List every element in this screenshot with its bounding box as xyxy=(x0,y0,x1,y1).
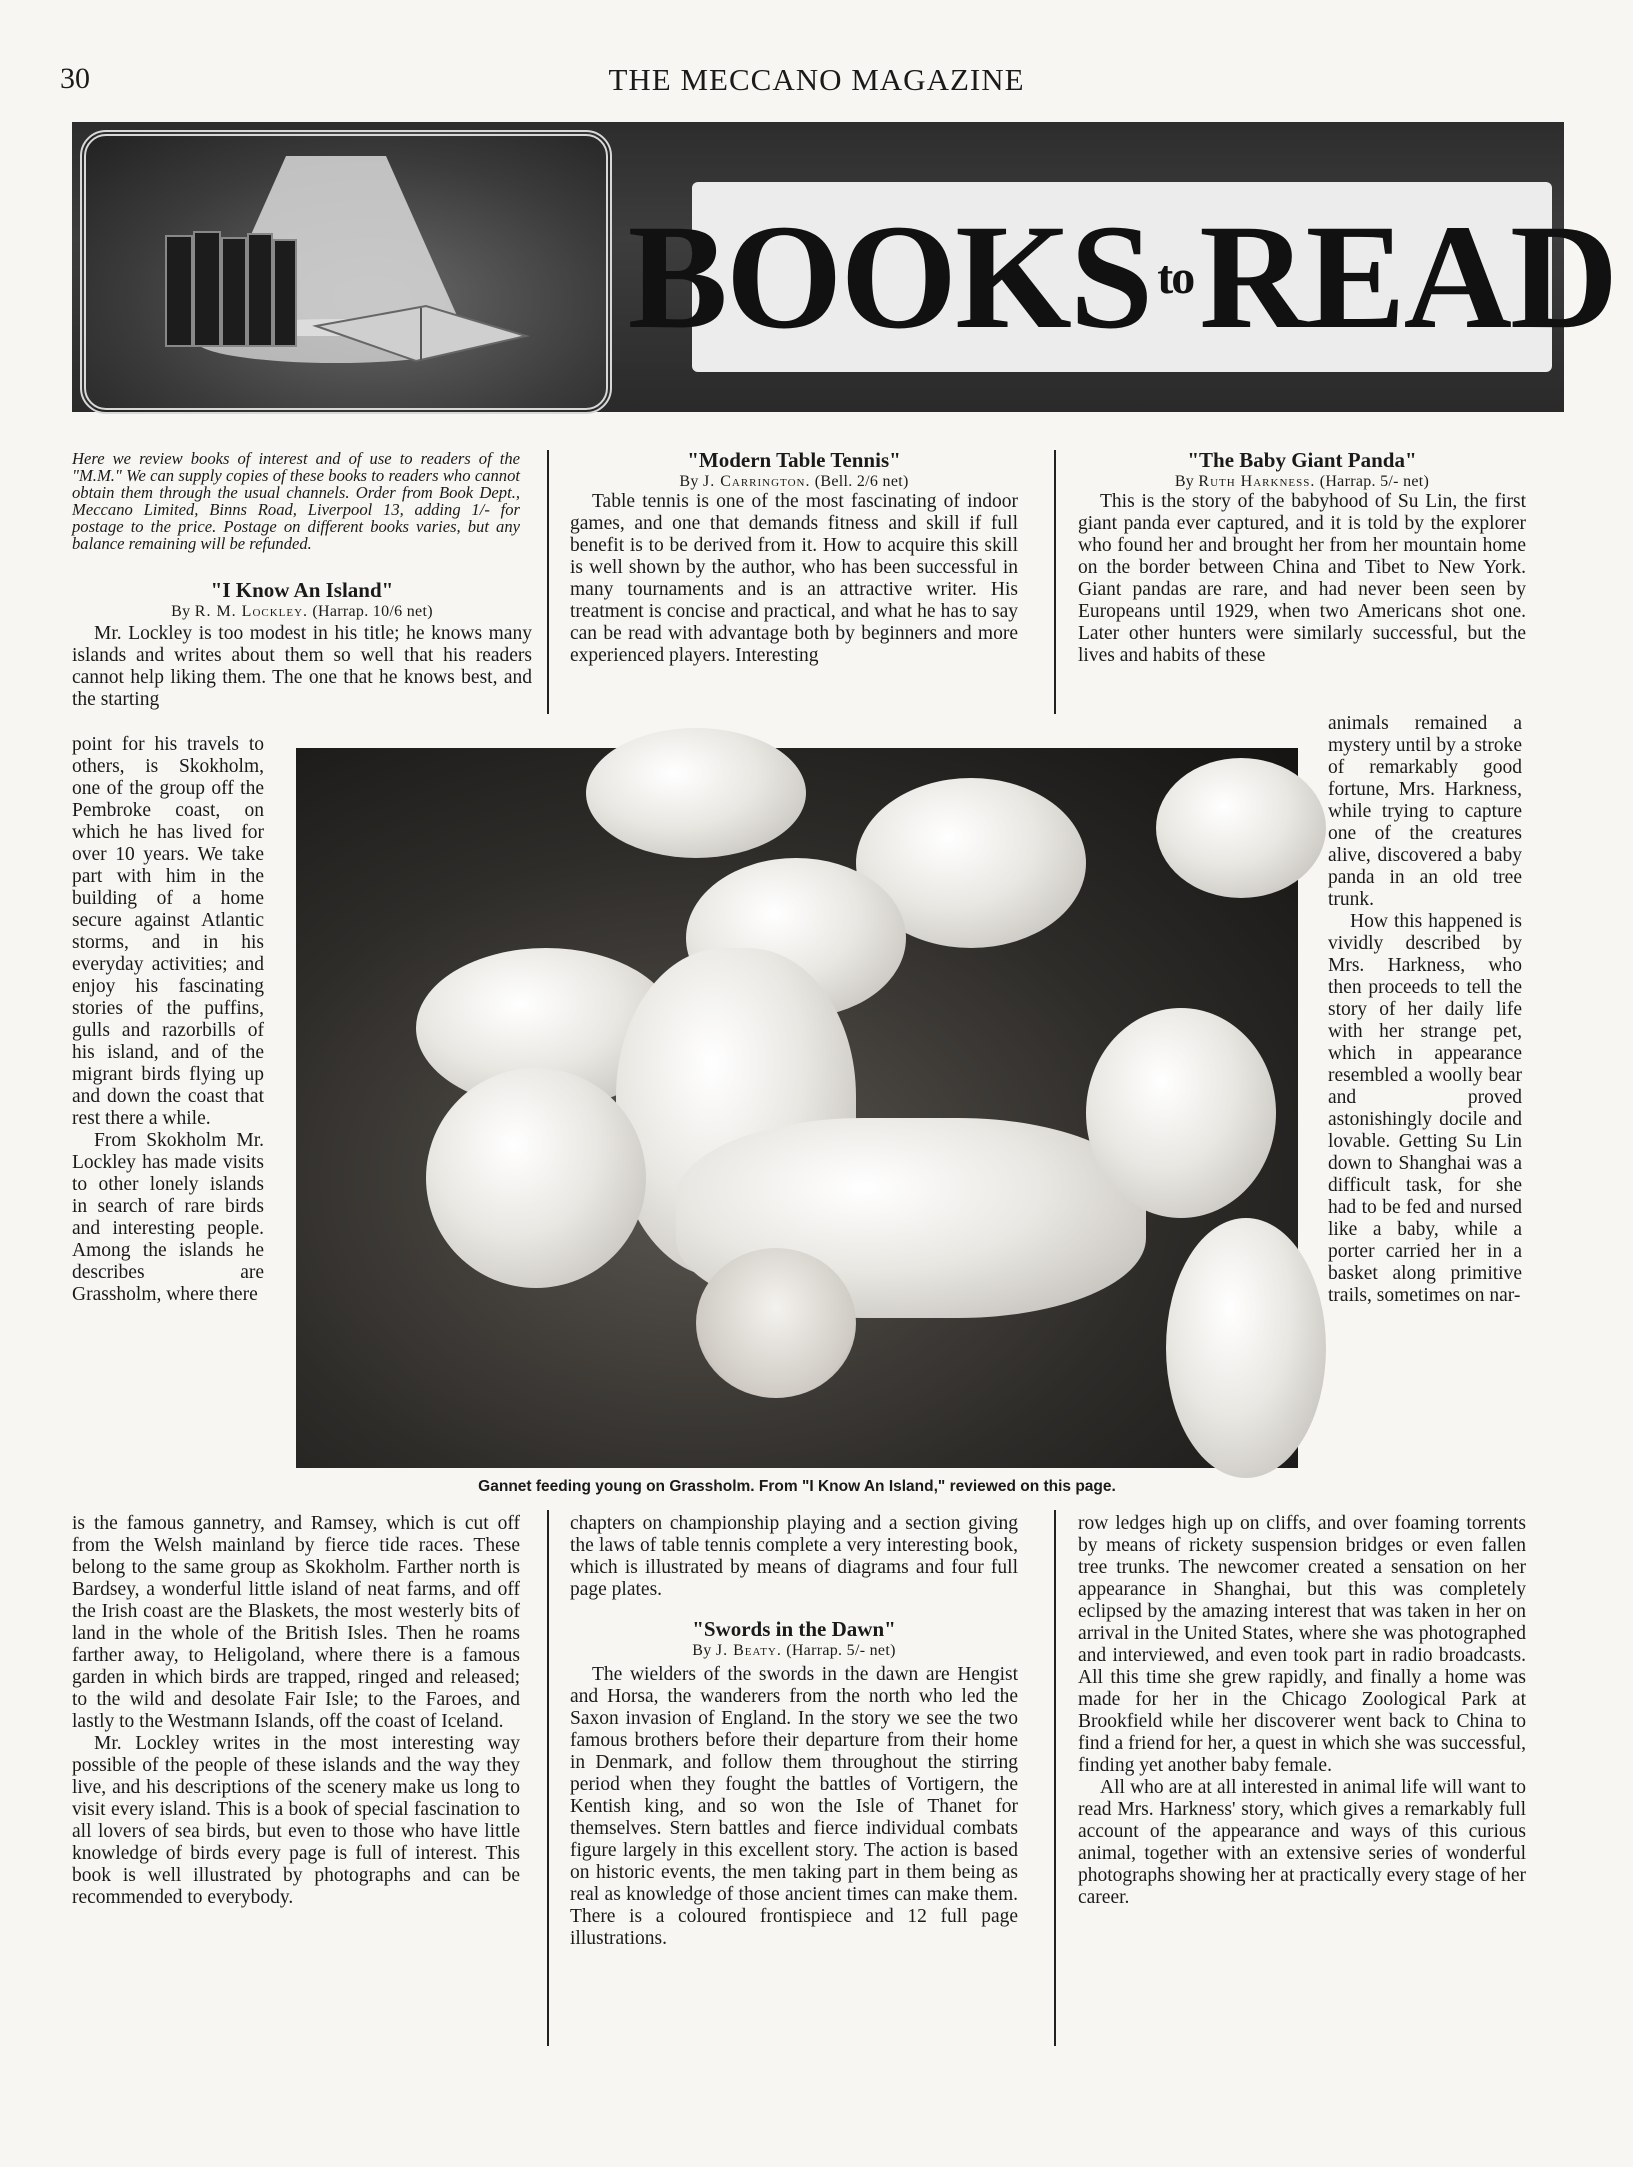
review-baby-giant-panda xyxy=(1078,448,1526,667)
review-paragraph: Mr. Lockley writes in the most interesting way possible of the people of these islands and the way they live, and his descriptions of the scenery make us long to visit every island. This is a book of special fascination to all lovers of sea birds, but even to those who have little knowledge of birds every page is full of interest. This book is well illustrated by photographs and can be recommended to everybody. xyxy=(72,1733,520,1908)
books-lamp-illustration xyxy=(86,136,594,396)
review-paragraph: animals remained a mystery until by a stroke of remarkably good fortune, Mrs. Harkness, while trying to capture one of the creatures alive, discovered a baby panda in an old tree trunk. xyxy=(1328,713,1522,910)
page-number: 30 xyxy=(60,62,90,95)
review-modern-table-tennis xyxy=(570,448,1018,667)
review-paragraph: Mr. Lockley is too modest in his title; he knows many islands and writes about them so well that his readers cannot help liking them. The one that he knows best, and the starting xyxy=(72,623,532,710)
review-paragraph: From Skokholm Mr. Lockley has made visits to other lonely islands in search of rare birds and interesting people. Among the islands he describes are Grassholm, where there xyxy=(72,1130,264,1305)
books-to-read-title xyxy=(627,182,1617,372)
photo-caption: Gannet feeding young on Grassholm. From "I Know An Island," reviewed on this page. xyxy=(478,1478,1116,1495)
review-byline: By J. Beaty. (Harrap. 5/- net) xyxy=(692,1642,896,1659)
review-i-know-an-island xyxy=(72,578,532,711)
review-narrow-column xyxy=(72,734,264,1306)
section-banner xyxy=(72,122,1617,412)
review-paragraph: chapters on championship playing and a section giving the laws of table tennis complete a very interesting book, which is illustrated by means of diagrams and four full page plates. xyxy=(570,1513,1018,1600)
column-rule xyxy=(1054,1510,1056,2046)
review-byline: By Ruth Harkness. (Harrap. 5/- net) xyxy=(1174,473,1430,490)
review-paragraph: row ledges high up on cliffs, and over foaming torrents by means of rickety suspension bridges or even fallen tree trunks. The newcomer created a sensation on her appearance in Shanghai, but this was completely eclipsed by the amazing interest that was taken in her on arrival in the United States, where she was photographed and interviewed, and even took part in radio broadcasts. All this time she grew rapidly, and finally a home was made for her in the Chicago Zoological Park at Brookfield while her discoverer went back to China to find a friend for her, a quest in which she was successful, finding yet another baby female. xyxy=(1078,1513,1526,1776)
review-title: "The Baby Giant Panda" xyxy=(1187,448,1417,472)
title-books: BOOKS xyxy=(627,194,1152,360)
gannet-chick xyxy=(696,1248,856,1398)
review-narrow-column xyxy=(1328,713,1522,1307)
review-title: "Swords in the Dawn" xyxy=(692,1617,896,1641)
review-paragraph: Table tennis is one of the most fascinating of indoor games, and one that demands fitness and skill if full benefit is to be derived from it. How to acquire this skill is well shown by the author, who has been successful in many tournaments and is an attractive writer. His treatment is concise and practical, and what he has to say can be read with advantage both by beginners and more experienced players. Interesting xyxy=(570,491,1018,666)
review-byline: By R. M. Lockley. (Harrap. 10/6 net) xyxy=(171,603,433,620)
books-illustration xyxy=(80,130,612,414)
review-paragraph: The wielders of the swords in the dawn are Hengist and Horsa, the wanderers from the north who led the Saxon invasion of England. In the story we see the two famous brothers before their departure from their home in Denmark, and follow them throughout the stirring period when they fought the battles of Vortigern, the Kentish king, and so won the Isle of Thanet for themselves. Stern battles and fierce individual combats figure largely in this excellent story. The action is based on historic events, the men taking part in them being as real as knowledge of those ancient times can make them. There is a coloured frontispiece and 12 full page illustrations. xyxy=(570,1664,1018,1949)
gannet-figure xyxy=(1166,1218,1326,1478)
gannet-figure xyxy=(1086,1008,1276,1218)
column-rule xyxy=(1054,450,1056,714)
review-byline: By J. Carrington. (Bell. 2/6 net) xyxy=(679,473,909,490)
review-continuation xyxy=(570,1513,1018,1950)
gannet-figure xyxy=(586,728,806,858)
review-paragraph: point for his travels to others, is Skokholm, one of the group off the Pembroke coast, on which he has lived for over 10 years. We take part with him in the building of a home secure against Atlantic storms, and in his everyday activities; and enjoy his fascinating stories of the puffins, gulls and razorbills of his island, and of the migrant birds flying up and down the coast that rest there a while. xyxy=(72,734,264,1129)
magazine-title: THE MECCANO MAGAZINE xyxy=(608,62,1025,97)
review-continuation xyxy=(72,1513,520,1909)
review-title: "I Know An Island" xyxy=(210,578,394,602)
review-title: "Modern Table Tennis" xyxy=(687,448,901,472)
title-to: to xyxy=(1157,250,1194,304)
gannet-figure xyxy=(426,1068,646,1288)
review-paragraph: All who are at all interested in animal life will want to read Mrs. Harkness' story, which gives a remarkably full account of the appearance and ways of this curious animal, together with an extensive series of wonderful photographs showing her at practically every stage of her career. xyxy=(1078,1777,1526,1908)
intro-note: Here we review books of interest and of use to readers of the "M.M." We can supply copies of these books to readers who cannot obtain them through the usual channels. Order from Book Dept., Meccano Limited, Binns Road, Liverpool 13, adding 1/- for postage to the price. Postage on different books varies, but any balance remaining will be refunded. xyxy=(72,449,520,553)
column-rule xyxy=(547,1510,549,2046)
gannet-figure xyxy=(1156,758,1326,898)
review-paragraph: This is the story of the babyhood of Su Lin, the first giant panda ever captured, and it is told by the explorer who found her and brought her from her mountain home on the border between China and Tibet to New York. Giant pandas are rare, and had never been seen by Europeans until 1929, when two Americans shot one. Later other hunters were similarly successful, but the lives and habits of these xyxy=(1078,491,1526,666)
gannet-photograph xyxy=(296,748,1298,1468)
review-paragraph: is the famous gannetry, and Ramsey, which is cut off from the Welsh mainland by fierce tide races. These belong to the same group as Skokholm. Farther north is Bardsey, a wonderful little island of neat farms, and off the Irish coast are the Blaskets, the most westerly bits of land in the whole of the British Isles. Then he roams farther away, to Heligoland, where there is a famous garden in which birds are trapped, ringed and released; to the wild and desolate Fair Isle; to the Faroes, and lastly to the Westmann Islands, off the coast of Iceland. xyxy=(72,1513,520,1732)
title-read: READ xyxy=(1199,194,1617,360)
review-paragraph: How this happened is vividly described by Mrs. Harkness, who then proceeds to tell the story of her daily life with her strange pet, which in appearance resembled a woolly bear and proved astonishingly docile and lovable. Getting Su Lin down to Shanghai was a difficult task, for she had to be fed and nursed like a baby, while a porter carried her in a basket along primitive trails, sometimes on nar- xyxy=(1328,911,1522,1306)
review-continuation xyxy=(1078,1513,1526,1909)
column-rule xyxy=(547,450,549,714)
